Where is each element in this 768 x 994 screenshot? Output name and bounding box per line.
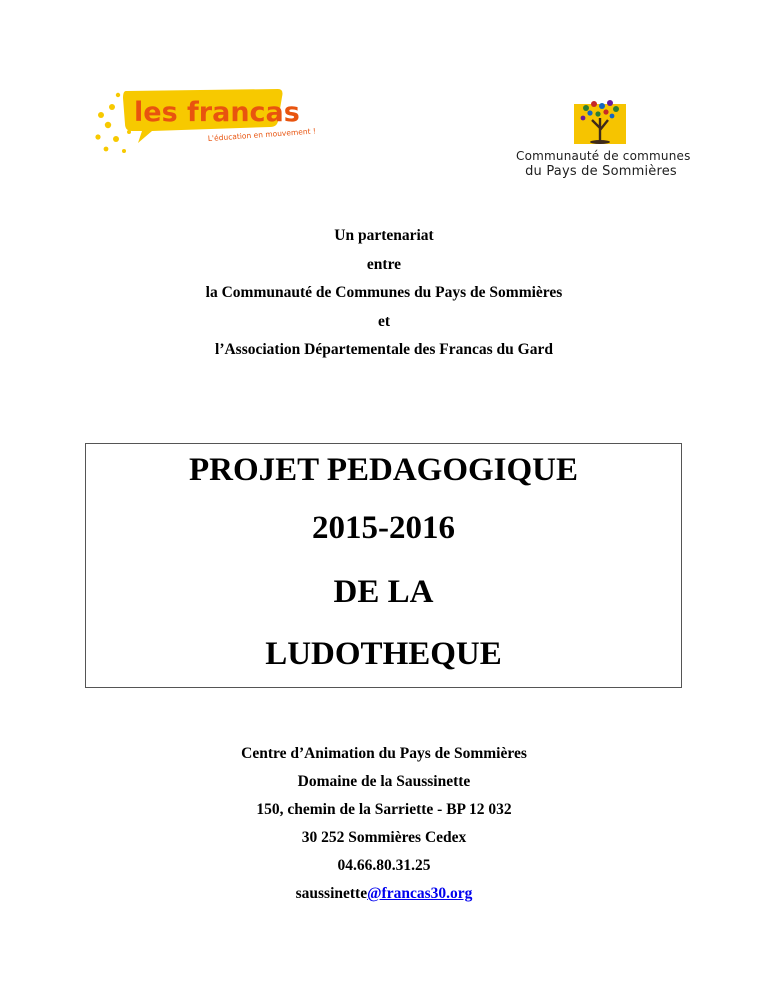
francas-logo: [92, 85, 332, 157]
email-link[interactable]: @francas30.org: [367, 885, 473, 902]
email-address: [0, 886, 768, 914]
partnership-line: et: [377, 312, 391, 330]
document-title: PROJET PEDAGOGIQUE: [188, 452, 579, 488]
partnership-line: la Communauté de Communes du Pays de Sommières: [205, 284, 563, 301]
address-line: 150, chemin de la Sarriette - BP 12 032: [256, 801, 512, 818]
ccps-name-line2: du Pays de Sommières: [525, 164, 677, 179]
francas-tagline: L'éducation en mouvement !: [207, 126, 317, 143]
partnership-line: l’Association Départementale des Francas du Gard: [215, 341, 553, 358]
address-line: Domaine de la Saussinette: [297, 773, 471, 790]
francas-wordmark: les francas: [134, 97, 300, 128]
tree-icon: [570, 98, 630, 146]
title-box: [85, 443, 682, 688]
title-line: LUDOTHEQUE: [265, 636, 502, 672]
address-line: 30 252 Sommières Cedex: [301, 829, 467, 846]
title-year: 2015-2016: [312, 510, 455, 546]
partnership-block: [0, 228, 768, 371]
partnership-line: entre: [366, 255, 402, 273]
phone-number: 04.66.80.31.25: [337, 857, 431, 874]
ccps-logo: [516, 96, 691, 186]
ccps-name-line1: Communauté de communes: [516, 149, 691, 163]
partnership-line: Un partenariat: [334, 227, 434, 244]
address-block: [0, 746, 768, 914]
title-line: DE LA: [333, 574, 434, 610]
email-user: saussinette: [295, 885, 368, 902]
address-line: Centre d’Animation du Pays de Sommières: [241, 745, 527, 762]
